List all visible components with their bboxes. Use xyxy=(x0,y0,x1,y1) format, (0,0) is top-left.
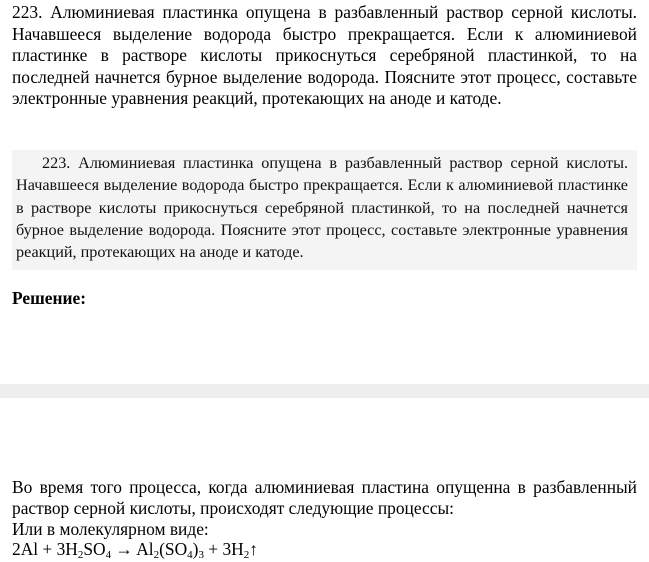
eq-part: ) xyxy=(192,539,199,559)
molecular-intro: Или в молекулярном виде: xyxy=(12,519,209,539)
section-divider xyxy=(0,384,649,398)
eq-part: → Al xyxy=(111,539,154,559)
chemical-equation xyxy=(12,539,258,560)
solution-body xyxy=(12,477,637,540)
eq-subscript: 3 xyxy=(198,549,204,561)
eq-part: (SO xyxy=(159,539,188,559)
eq-subscript: 4 xyxy=(187,549,193,561)
eq-subscript: 2 xyxy=(77,549,84,561)
eq-part: ↑ xyxy=(249,539,258,559)
eq-part: SO xyxy=(83,539,106,559)
scanned-problem-text: 223. Алюминиевая пластинка опущена в разбавленный раствор серной кислоты. Начавшееся выделение водорода быстро прекращается. Если к алюминиевой пластинке в растворе кислоты прикоснуться серебряной пластинкой, то на последней начнется бурное выделение водорода. Поясните этот процесс, составьте электронные уравнения реакций, протекающих на аноде и катоде. xyxy=(16,154,628,262)
eq-part: + 3H xyxy=(203,539,244,559)
eq-part: 2Al + 3H xyxy=(12,539,78,559)
eq-subscript: 2 xyxy=(243,549,250,561)
solution-paragraph: Во время того процесса, когда алюминиевая пластина опущенна в разбавленный раствор серной кислоты, происходят следующие процессы: xyxy=(12,477,637,518)
solution-heading: Решение: xyxy=(12,288,87,308)
eq-subscript: 4 xyxy=(105,549,112,561)
problem-text: 223. Алюминиевая пластинка опущена в разбавленный раствор серной кислоты. Начавшееся выделение водорода быстро прекращается. Если к алюминиевой пластинке в растворе кислоты прикоснуться серебряной пластинкой, то на последней начнется бурное выделение водорода. Поясните этот процесс, составьте электронные уравнения реакций, протекающих на аноде и катоде. xyxy=(12,2,637,108)
eq-subscript: 2 xyxy=(153,549,160,561)
